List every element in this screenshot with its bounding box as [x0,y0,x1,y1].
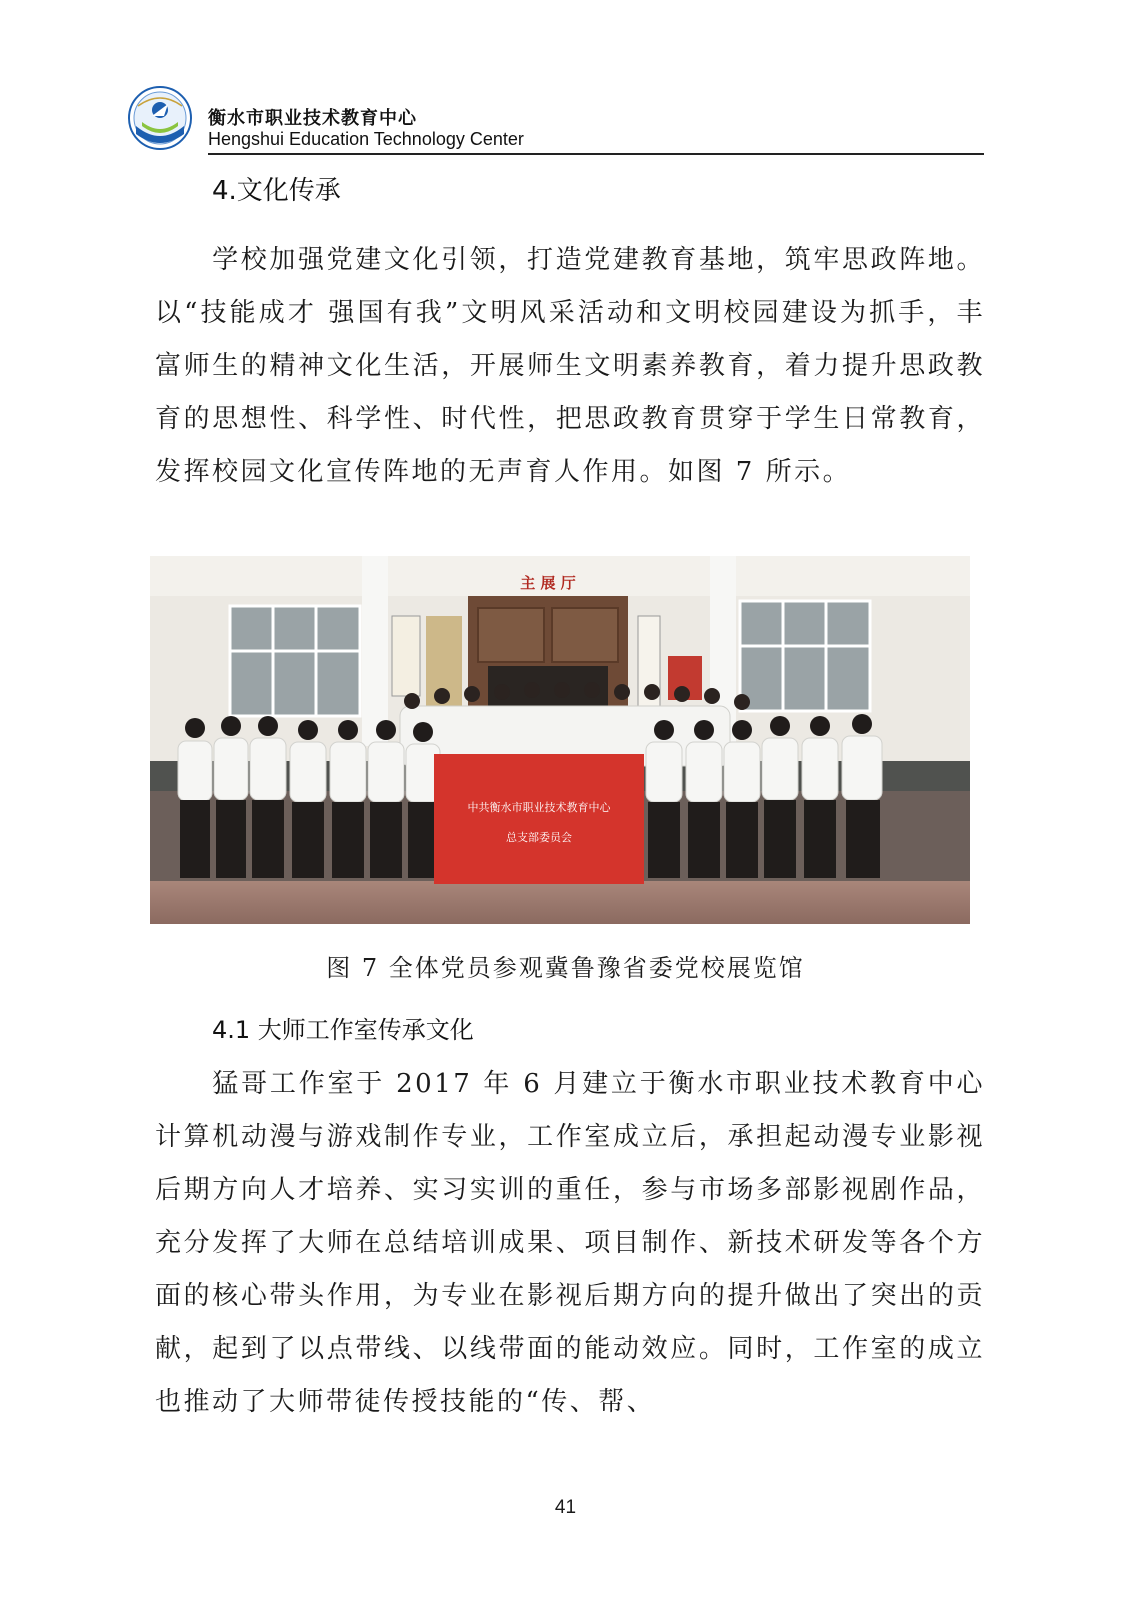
figure-caption: 图 7 全体党员参观冀鲁豫省委党校展览馆 [326,954,805,982]
school-logo-icon [128,86,192,150]
banner-line-1: 中共衡水市职业技术教育中心 [467,801,611,814]
section-paragraph-text: 学校加强党建文化引领，打造党建教育基地，筑牢思政阵地。以“技能成才 强国有我”文明风采活动和文明校园建设为抓手，丰富师生的精神文化生活，开展师生文明素养教育，着力提升思政教育的思想性、科学性、时代性，把思政教育贯穿于学生日常教育，发挥校园文化宣传阵地的无声育人作用。如图 7 所示。 [155,245,985,487]
subsection-paragraph [155,1058,985,1429]
subsection-heading: 4.1 大师工作室传承文化 [212,1016,474,1044]
banner-line-2: 总支部委员会 [506,831,572,844]
subsection-paragraph-text: 猛哥工作室于 2017 年 6 月建立于衡水市职业技术教育中心计算机动漫与游戏制作专业，工作室成立后，承担起动漫专业影视后期方向人才培养、实习实训的重任，参与市场多部影视剧作品，充分发挥了大师在总结培训成果、项目制作、新技术研发等各个方面的核心带头作用，为专业在影视后期方向的提升做出了突出的贡献，起到了以点带线、以线带面的能动效应。同时，工作室的成立也推动了大师带徒传授技能的“传、帮、 [155,1069,985,1417]
org-name-en: Hengshui Education Technology Center [208,129,524,149]
section-heading: 4.文化传承 [212,176,341,206]
org-name-cn: 衡水市职业技术教育中心 [208,108,417,129]
page-header [128,84,984,154]
header-divider [208,153,984,155]
group-photo [150,556,970,924]
party-banner [434,754,644,884]
section-paragraph [155,234,985,499]
hall-sign: 主 展 厅 [520,574,576,592]
page-number: 41 [554,1497,577,1518]
